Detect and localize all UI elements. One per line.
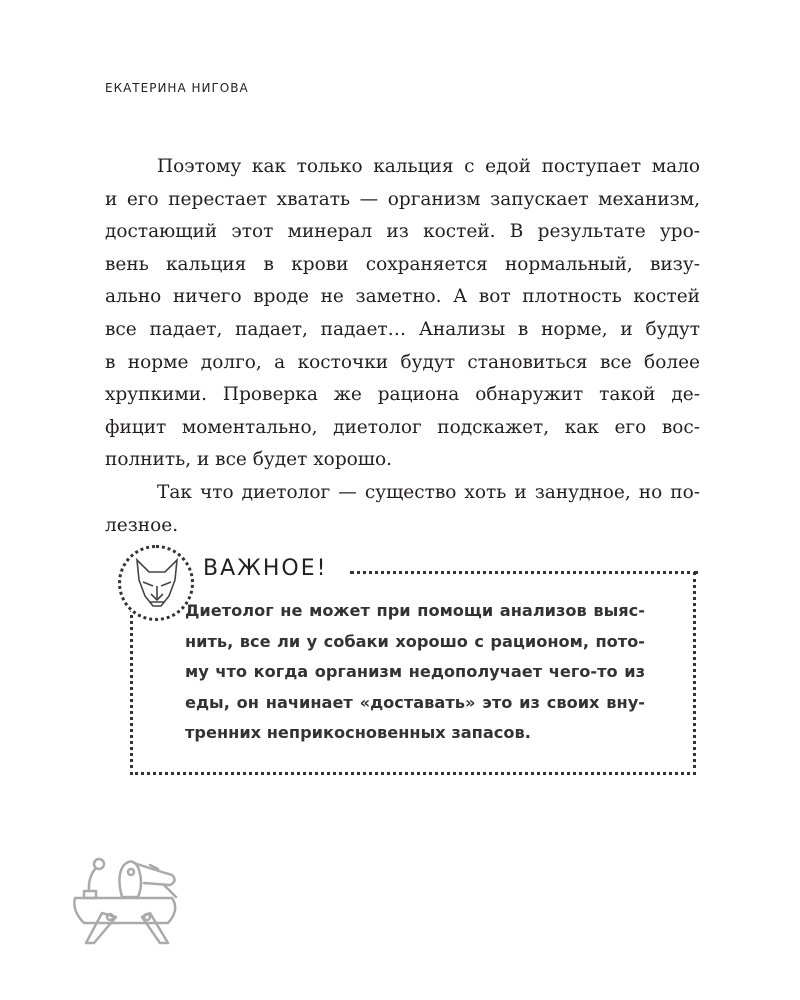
text-line: Так что диетолог — существо хоть и занудное, но по- [157, 481, 700, 503]
text-line: лезное. [105, 514, 179, 536]
text-line: вень кальция в крови сохраняется нормальный, визу- [105, 253, 700, 275]
callout-text [185, 596, 645, 749]
callout-badge [118, 545, 194, 621]
text-line: хрупкими. Проверка же рациона обнаружит такой де- [105, 384, 700, 406]
text-line: фицит моментально, диетолог подскажет, как его вос- [105, 416, 700, 438]
text-line: Поэтому как только кальция с едой поступает мало [157, 156, 700, 177]
text-line: и его перестает хватать — организм запускает механизм, [105, 188, 700, 210]
callout-line: нить, все ли у собаки хорошо с рационом, пото- [185, 631, 645, 651]
text-line: в норме долго, а косточки будут становиться все более [105, 351, 700, 373]
running-header-author: ЕКАТЕРИНА НИГОВА [105, 81, 249, 95]
dog-face-icon [131, 556, 183, 612]
callout-title: ВАЖНОЕ! [203, 556, 328, 581]
callout-line: му что когда организм недополучает чего-то из [185, 662, 645, 681]
text-line: полнить, и все будет хорошо. [105, 449, 393, 471]
robot-dog-icon [72, 855, 192, 945]
text-line: ально ничего вроде не заметно. А вот плотность костей [105, 286, 700, 308]
text-line: все падает, падает, падает… Анализы в норме, и будут [105, 318, 700, 340]
body-text [105, 151, 700, 542]
callout-line: тренних неприкосновенных запасов. [185, 723, 531, 742]
callout-line: Диетолог не может при помощи анализов выяс- [185, 601, 645, 620]
callout-top-border [350, 571, 698, 574]
callout-line: еды, он начинает «доставать» это из своих вну- [185, 692, 645, 712]
text-line: достающий этот минерал из костей. В результате уро- [105, 221, 700, 243]
